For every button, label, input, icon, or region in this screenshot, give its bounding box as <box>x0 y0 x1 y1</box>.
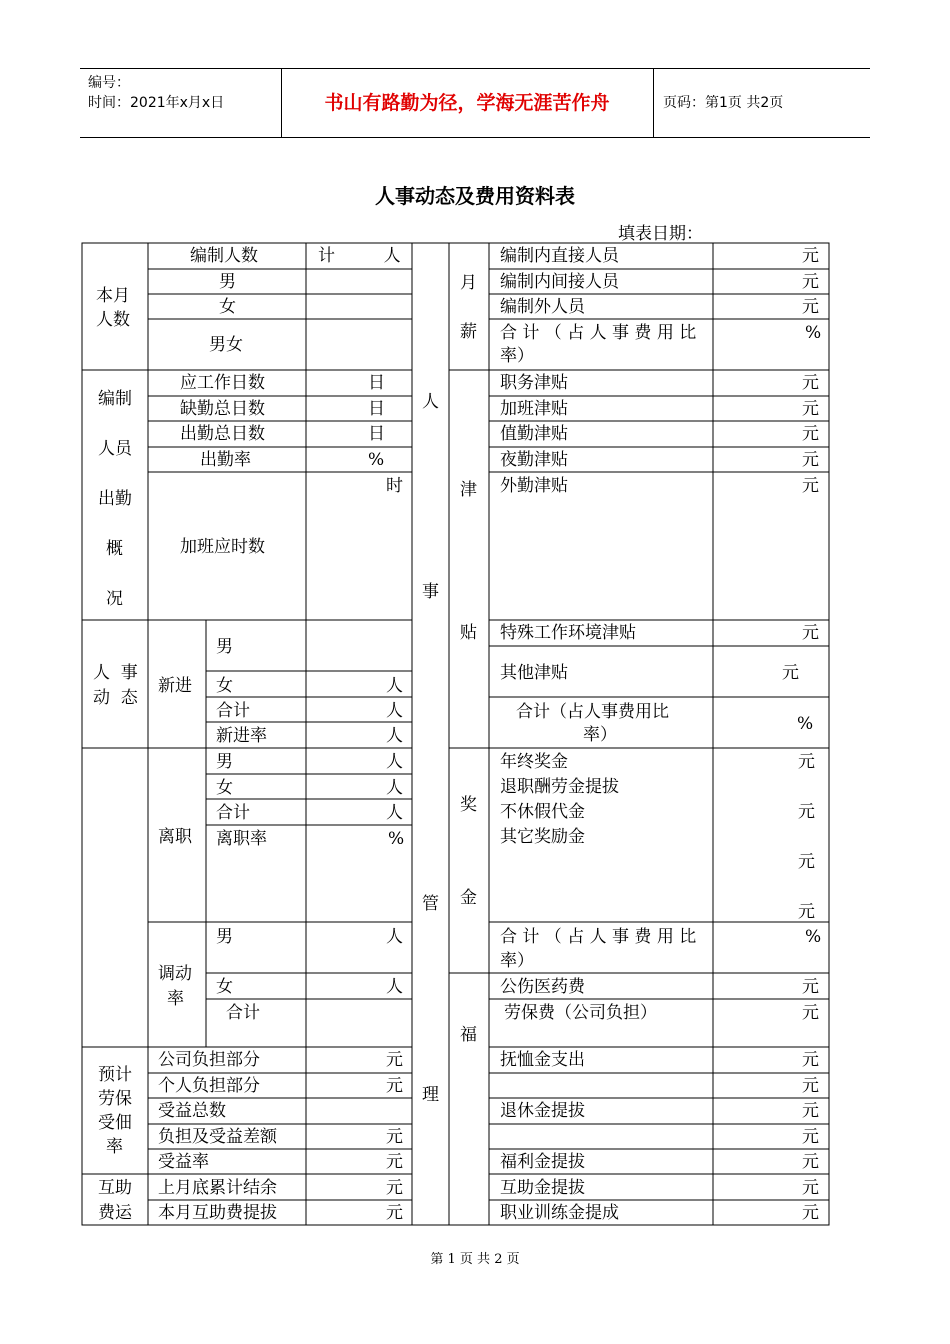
unit-yuan: 元 <box>802 246 819 266</box>
new-total-label: 合计 <box>216 701 250 721</box>
transfer-female-label: 女 <box>216 977 233 997</box>
welfare-retire-label: 退休金提拔 <box>500 1101 585 1121</box>
unit-yuan: 元 <box>802 623 819 643</box>
unit-yuan: 元 <box>386 1076 403 1096</box>
unit-person: 人 <box>386 726 403 746</box>
unit-yuan: 元 <box>802 1101 819 1121</box>
allowance-overtime-label: 加班津贴 <box>500 399 568 419</box>
bonus-retire-label: 退职酬劳金提拔 <box>500 777 619 797</box>
unit-person: 人 <box>386 701 403 721</box>
unit-yuan: 元 <box>386 1050 403 1070</box>
unit-yuan: 元 <box>798 752 815 772</box>
group-mutual-2: 费运 <box>98 1203 132 1223</box>
other-allowance-label: 其他津贴 <box>500 663 568 683</box>
workdays-label: 应工作日数 <box>180 373 265 393</box>
unit-person: 人 <box>386 778 403 798</box>
unit-yuan: 元 <box>802 476 819 496</box>
middle-label-2: 事 <box>422 582 439 602</box>
unit-percent: % <box>388 829 405 849</box>
salary-total-label-2: 率） <box>500 346 534 366</box>
welfare-fund-label: 福利金提拔 <box>500 1152 585 1172</box>
group-mutual-1: 互助 <box>98 1178 132 1198</box>
bonus-leave-label: 不休假代金 <box>500 802 585 822</box>
last-balance-label: 上月底累计结余 <box>158 1178 277 1198</box>
unit-day: 日 <box>368 399 385 419</box>
bonus-total-label: 合 计 （ 占 人 事 费 用 比 <box>500 927 697 947</box>
attendance-rate-label: 出勤率 <box>200 450 251 470</box>
group-bonus-1: 奖 <box>460 795 477 815</box>
unit-yuan: 元 <box>802 424 819 444</box>
resign-rate-label: 离职率 <box>216 829 267 849</box>
group-attendance-4: 概 <box>106 539 123 559</box>
present-days-label: 出勤总日数 <box>180 424 265 444</box>
unit-yuan: 元 <box>798 802 815 822</box>
group-attendance-2: 人员 <box>98 439 132 459</box>
unit-percent: % <box>797 714 814 734</box>
group-dynamics-1: 人 事 <box>93 663 138 683</box>
unit-yuan: 元 <box>802 977 819 997</box>
bonus-total-label-2: 率） <box>500 951 534 971</box>
budget-count-cell: 计 人 <box>318 246 401 266</box>
group-attendance-5: 况 <box>106 589 123 609</box>
new-female-label: 女 <box>216 676 233 696</box>
group-welfare: 福 <box>460 1025 477 1045</box>
unit-person: 人 <box>386 803 403 823</box>
budget-count-label: 编制人数 <box>190 246 258 266</box>
transfer-male-label: 男 <box>216 927 233 947</box>
unit-yuan: 元 <box>782 663 799 683</box>
group-allowance-2: 贴 <box>460 623 477 643</box>
resign-total-label: 合计 <box>216 803 250 823</box>
resign-female-label: 女 <box>216 778 233 798</box>
unit-yuan: 元 <box>386 1152 403 1172</box>
overtime-hours-label: 加班应时数 <box>180 537 265 557</box>
benefit-total-label: 受益总数 <box>158 1101 226 1121</box>
group-insurance-3: 受佃 <box>98 1113 132 1133</box>
new-hire-label: 新进 <box>158 676 192 696</box>
unit-person: 人 <box>386 676 403 696</box>
unit-yuan: 元 <box>802 1178 819 1198</box>
company-share-label: 公司负担部分 <box>158 1050 260 1070</box>
allowance-duty-label: 职务津贴 <box>500 373 568 393</box>
unit-percent: % <box>805 927 822 947</box>
salary-indirect-label: 编制内间接人员 <box>500 272 619 292</box>
unit-yuan: 元 <box>386 1203 403 1223</box>
personal-share-label: 个人负担部分 <box>158 1076 260 1096</box>
female-label: 女 <box>219 297 236 317</box>
this-month-label: 本月互助费提拔 <box>158 1203 277 1223</box>
salary-total-label: 合 计 （ 占 人 事 费 用 比 <box>500 323 697 343</box>
fill-date-label: 填表日期： <box>618 224 703 244</box>
number-label: 编号： <box>88 75 130 91</box>
unit-yuan: 元 <box>386 1127 403 1147</box>
unit-yuan: 元 <box>802 450 819 470</box>
unit-yuan: 元 <box>802 373 819 393</box>
allowance-onduty-label: 值勤津贴 <box>500 424 568 444</box>
salary-direct-label: 编制内直接人员 <box>500 246 619 266</box>
unit-yuan: 元 <box>802 1127 819 1147</box>
unit-person: 人 <box>386 927 403 947</box>
male-female-label: 男女 <box>209 335 243 355</box>
transfer-total-label: 合计 <box>226 1003 260 1023</box>
middle-label-3: 管 <box>422 894 439 914</box>
group-insurance-1: 预计 <box>98 1065 132 1085</box>
group-monthly-count-2: 人数 <box>96 310 130 330</box>
allowance-total-label: 合计（占人事费用比 <box>516 702 669 722</box>
unit-yuan: 元 <box>798 852 815 872</box>
unit-yuan: 元 <box>798 902 815 922</box>
group-bonus-2: 金 <box>460 888 477 908</box>
allowance-night-label: 夜勤津贴 <box>500 450 568 470</box>
benefit-rate-label: 受益率 <box>158 1152 209 1172</box>
motto: 书山有路勤为径，学海无涯苦作舟 <box>324 92 610 114</box>
welfare-injury-label: 公伤医药费 <box>500 977 585 997</box>
unit-day: 日 <box>368 373 385 393</box>
middle-label-4: 理 <box>422 1085 439 1105</box>
absent-days-label: 缺勤总日数 <box>180 399 265 419</box>
new-rate-label: 新进率 <box>216 726 267 746</box>
group-insurance-2: 劳保 <box>98 1089 132 1109</box>
unit-yuan: 元 <box>386 1178 403 1198</box>
group-dynamics-2: 动 态 <box>93 688 138 708</box>
unit-yuan: 元 <box>802 399 819 419</box>
unit-day: 日 <box>368 424 385 444</box>
allowance-field-label: 外勤津贴 <box>500 476 568 496</box>
bonus-yearend-label: 年终奖金 <box>500 752 568 772</box>
welfare-training-label: 职业训练金提成 <box>500 1203 619 1223</box>
page-title: 人事动态及费用资料表 <box>375 184 575 208</box>
resign-label: 离职 <box>158 827 192 847</box>
male-label: 男 <box>219 272 236 292</box>
unit-yuan: 元 <box>802 1076 819 1096</box>
unit-yuan: 元 <box>802 1050 819 1070</box>
time-label: 时间：2021年x月x日 <box>88 95 225 111</box>
page-footer: 第 1 页 共 2 页 <box>430 1252 520 1267</box>
group-attendance-1: 编制 <box>98 389 132 409</box>
unit-yuan: 元 <box>802 1003 819 1023</box>
diff-label: 负担及受益差额 <box>158 1127 277 1147</box>
welfare-pension-label: 抚恤金支出 <box>500 1050 585 1070</box>
unit-yuan: 元 <box>802 272 819 292</box>
welfare-insurance-label: 劳保费（公司负担） <box>504 1003 657 1023</box>
page-info: 页码：第1页 共2页 <box>663 95 784 111</box>
unit-hour: 时 <box>386 476 403 496</box>
unit-percent: % <box>805 323 822 343</box>
group-insurance-4: 率 <box>106 1137 123 1157</box>
group-monthly-count-1: 本月 <box>96 286 130 306</box>
unit-yuan: 元 <box>802 1203 819 1223</box>
unit-person: 人 <box>386 752 403 772</box>
unit-percent: % <box>368 450 385 470</box>
transfer-label-2: 率 <box>167 989 184 1009</box>
unit-yuan: 元 <box>802 1152 819 1172</box>
group-allowance-1: 津 <box>460 480 477 500</box>
welfare-mutual-label: 互助金提拔 <box>500 1178 585 1198</box>
group-salary-1: 月 <box>460 273 477 293</box>
group-salary-2: 薪 <box>460 322 477 342</box>
unit-person: 人 <box>386 977 403 997</box>
transfer-label-1: 调动 <box>158 964 192 984</box>
middle-label-1: 人 <box>422 392 439 412</box>
bonus-other-label: 其它奖励金 <box>500 827 585 847</box>
allowance-total-label-2: 率） <box>583 725 617 745</box>
unit-yuan: 元 <box>802 297 819 317</box>
resign-male-label: 男 <box>216 752 233 772</box>
salary-external-label: 编制外人员 <box>500 297 585 317</box>
group-attendance-3: 出勤 <box>98 489 132 509</box>
new-male-label: 男 <box>216 637 233 657</box>
special-env-label: 特殊工作环境津贴 <box>500 623 636 643</box>
